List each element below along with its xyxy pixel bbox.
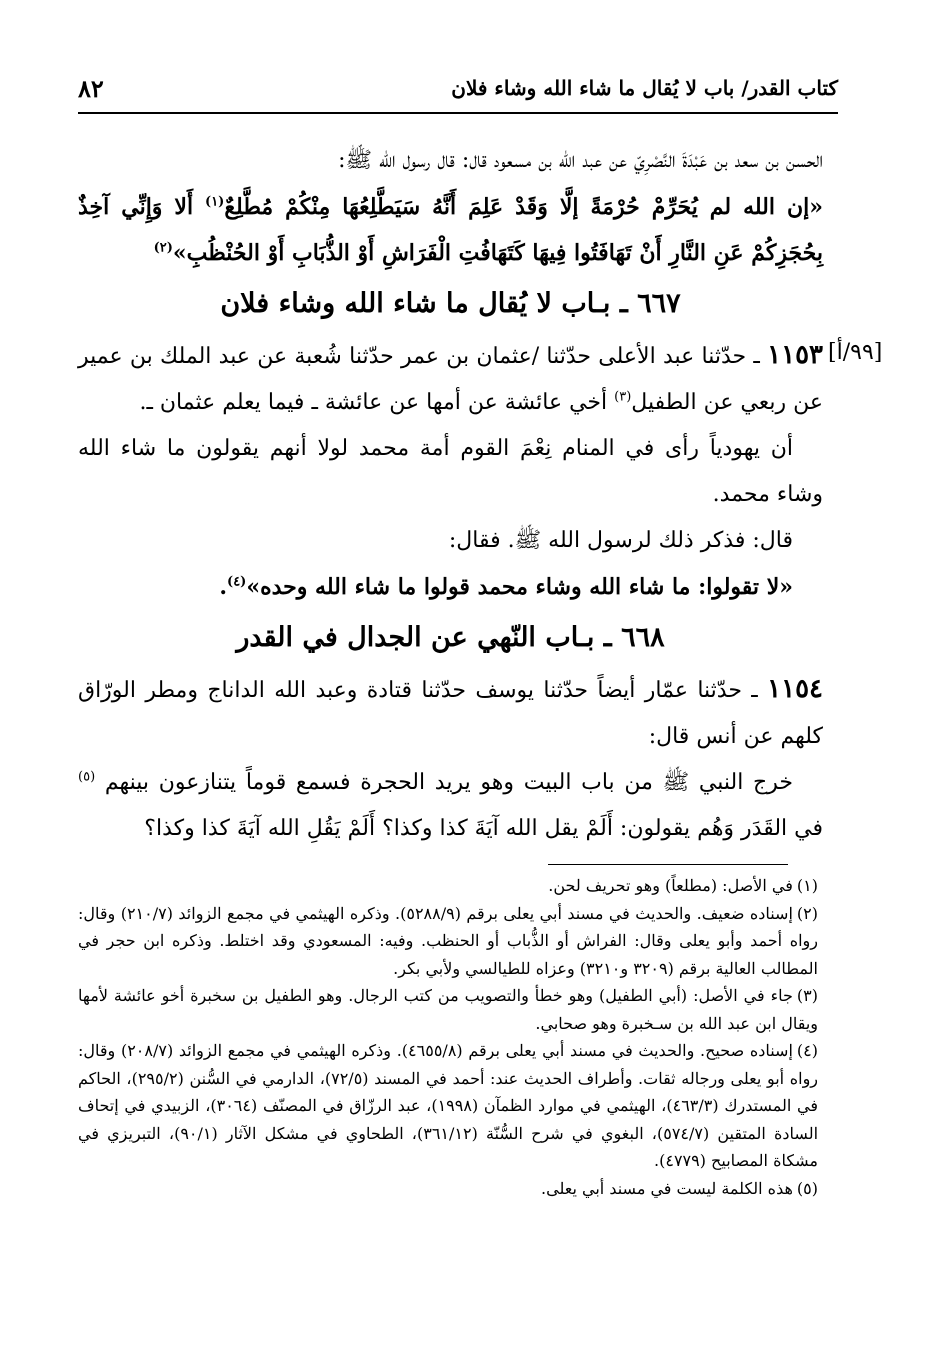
hadith-part: أَلا وَإِنِّي آخِذٌ بِحُجَزِكُمْ عَنِ النَّارِ أَنْ تَهَافَتُوا فِيهَا كَتَهَافُتِ الْفَرَاشِ أَوْ الذُّبَابِ أَوْ الحُنْظُبِ» (78, 194, 823, 266)
footnote-number: (٤) (796, 1041, 818, 1060)
footnote-marker: (١) (205, 194, 225, 210)
footnote-marker: (٢) (153, 240, 173, 256)
page-header (78, 70, 838, 114)
hadith-part: «لا تقولوا: ما شاء الله وشاء محمد قولوا ما شاء الله وحده» (246, 574, 793, 600)
page-number: ٨٢ (78, 74, 104, 103)
hadith-1154 (78, 666, 823, 760)
matn-text: أن يهودياً رأى في المنام نِعْمَ القوم أمة محمد لولا أنهم يقولون ما شاء الله وشاء محمد. (78, 436, 823, 507)
footnote-number: (١) (796, 876, 818, 895)
hadith-number: ١١٥٣ (767, 340, 823, 370)
footnote-text: إسناده ضعيف. والحديث في مسند أبي يعلى برقم (٥٢٨٨/٩). وذكره الهيثمي في مجمع الزوائد (٢١٠/٧) وقال: رواه أحمد وأبو يعلى وقال: الفراش أو الذُّباب أو الحنظب. وفيه: المسعودي وقد اختلط. وذكره ابن حجر في المطالب العالية برقم (٣٢٠٩ و٣٢١٠) وعزاه للطيالسي ولأبي بكر. (78, 903, 818, 978)
footnote-text: جاء في الأصل: (أبي الطفيل) وهو خطأ والتصويب من كتب الرجال. وهو الطفيل بن سخبرة أخو عائشة لأمها ويقال ابن عبد الله بن سـخبرة وهو صحابي. (78, 986, 818, 1033)
footnote-number: (٥) (796, 1178, 818, 1198)
hadith-number: ١١٥٤ (767, 674, 823, 704)
matn-text: خرج النبي ﷺ من باب البيت وهو يريد الحجرة فسمع قوماً يتنازعون بينهم (104, 770, 794, 795)
isnad-text: ـ حدّثنا عمّار أيضاً حدّثنا يوسف حدّثنا قتادة وعبد الله الداناج ومطر الورّاق كلهم عن أنس قال: (78, 678, 823, 749)
footnote-text: هذه الكلمة ليست في مسند أبي يعلى. (541, 1178, 793, 1198)
footnote-number: (٢) (796, 903, 819, 923)
footnote-marker: (٣) (614, 389, 632, 405)
margin-manuscript-ref: [٩٩/أ] (828, 340, 883, 365)
footnote-marker: (٤) (227, 574, 247, 590)
qala-paragraph (78, 518, 823, 564)
main-text (78, 138, 823, 852)
isnad-paragraph (78, 138, 823, 184)
footnote (78, 1175, 818, 1203)
footnote-text: في الأصل: (مطلعاً) وهو تحريف لحن. (548, 876, 793, 895)
chapter-heading-668: ٦٦٨ ـ بـاب النّهي عن الجدال في القدر (236, 622, 665, 653)
header-rule (78, 112, 838, 114)
chapter-heading-667: ٦٦٧ ـ بـاب لا يُقال ما شاء الله وشاء فلان (220, 288, 681, 319)
footnote (78, 1037, 818, 1175)
footnote-separator (548, 864, 788, 865)
footnote-marker: (٥) (78, 769, 96, 785)
isnad-text: الحسن بن سعد بن عَبْدَةَ النَّصْرِيّ عن عبد الله بن مسعود قال: قال رسول الله ﷺ: (338, 148, 823, 173)
running-title: كتاب القدر/ باب لا يُقال ما شاء الله وشاء فلان (451, 76, 838, 100)
hadith-part: «إن الله لم يُحَرِّمْ حُرْمَةً إلَّا وَقَدْ عَلِمَ أَنَّهُ سَيَطَّلِعُهَا مِنْكُمْ مُطَّلِعٌ (224, 194, 823, 220)
footnote (78, 982, 818, 1037)
hadith-text: «لا تقولوا: ما شاء الله وشاء محمد قولوا ما شاء الله وحده»$^{(٤)}$. (219, 574, 793, 600)
isnad-text: أخي عائشة عن أمها عن عائشة ـ فيما يعلم عثمان ـ. (139, 390, 615, 415)
hadith-text (78, 184, 823, 276)
footnote-text: إسناده صحيح. والحديث في مسند أبي يعلى برقم (٤٦٥٥/٨). وذكره الهيثمي في مجمع الزوائد (٢٠٨/٧) وقال: رواه أبو يعلى ورجاله ثقات. وأطراف الحديث عند: أحمد في المسند (٧٢/٥)، الدارمي في السُّنن (٢٩٥/٢)، الحاكم في المستدرك (٤٦٣/٣)، الهيثمي في موارد الظمآن (١٩٩٨)، عبد الرزّاق في المصنّف (٣٠٦٤)، الزبيدي في إتحاف السادة المتقين (٥٧٤/٧)، البغوي في شرح السُّنّة (٣٦١/١٢)، الطحاوي في مشكل الآثار (٩٠/١)، التبريزي في مشكاة المصابيح (٤٧٧٩). (78, 1041, 819, 1170)
matn-text: في القَدَر وَهُم يقولون: أَلَمْ يقل الله آيَةَ كذا وكذا؟ أَلَمْ يَقُلِ الله آيَةَ كذا وكذا؟ (144, 816, 823, 841)
isnad-text: ـ حدّثنا عبد الأعلى حدّثنا /عثمان بن عمر حدّثنا شُعبة عن عبد الملك بن عمير عن ربعي عن الطفيل (78, 344, 823, 415)
footnote (78, 872, 818, 900)
hadith-1153 (78, 332, 823, 426)
footnote (78, 900, 818, 983)
footnote-number: (٣) (796, 986, 818, 1005)
footnotes (78, 872, 818, 1202)
matn-paragraph (78, 426, 823, 518)
matn-text: قال: فذكر ذلك لرسول الله ﷺ. فقال: (448, 528, 793, 553)
matn-paragraph (78, 760, 823, 852)
